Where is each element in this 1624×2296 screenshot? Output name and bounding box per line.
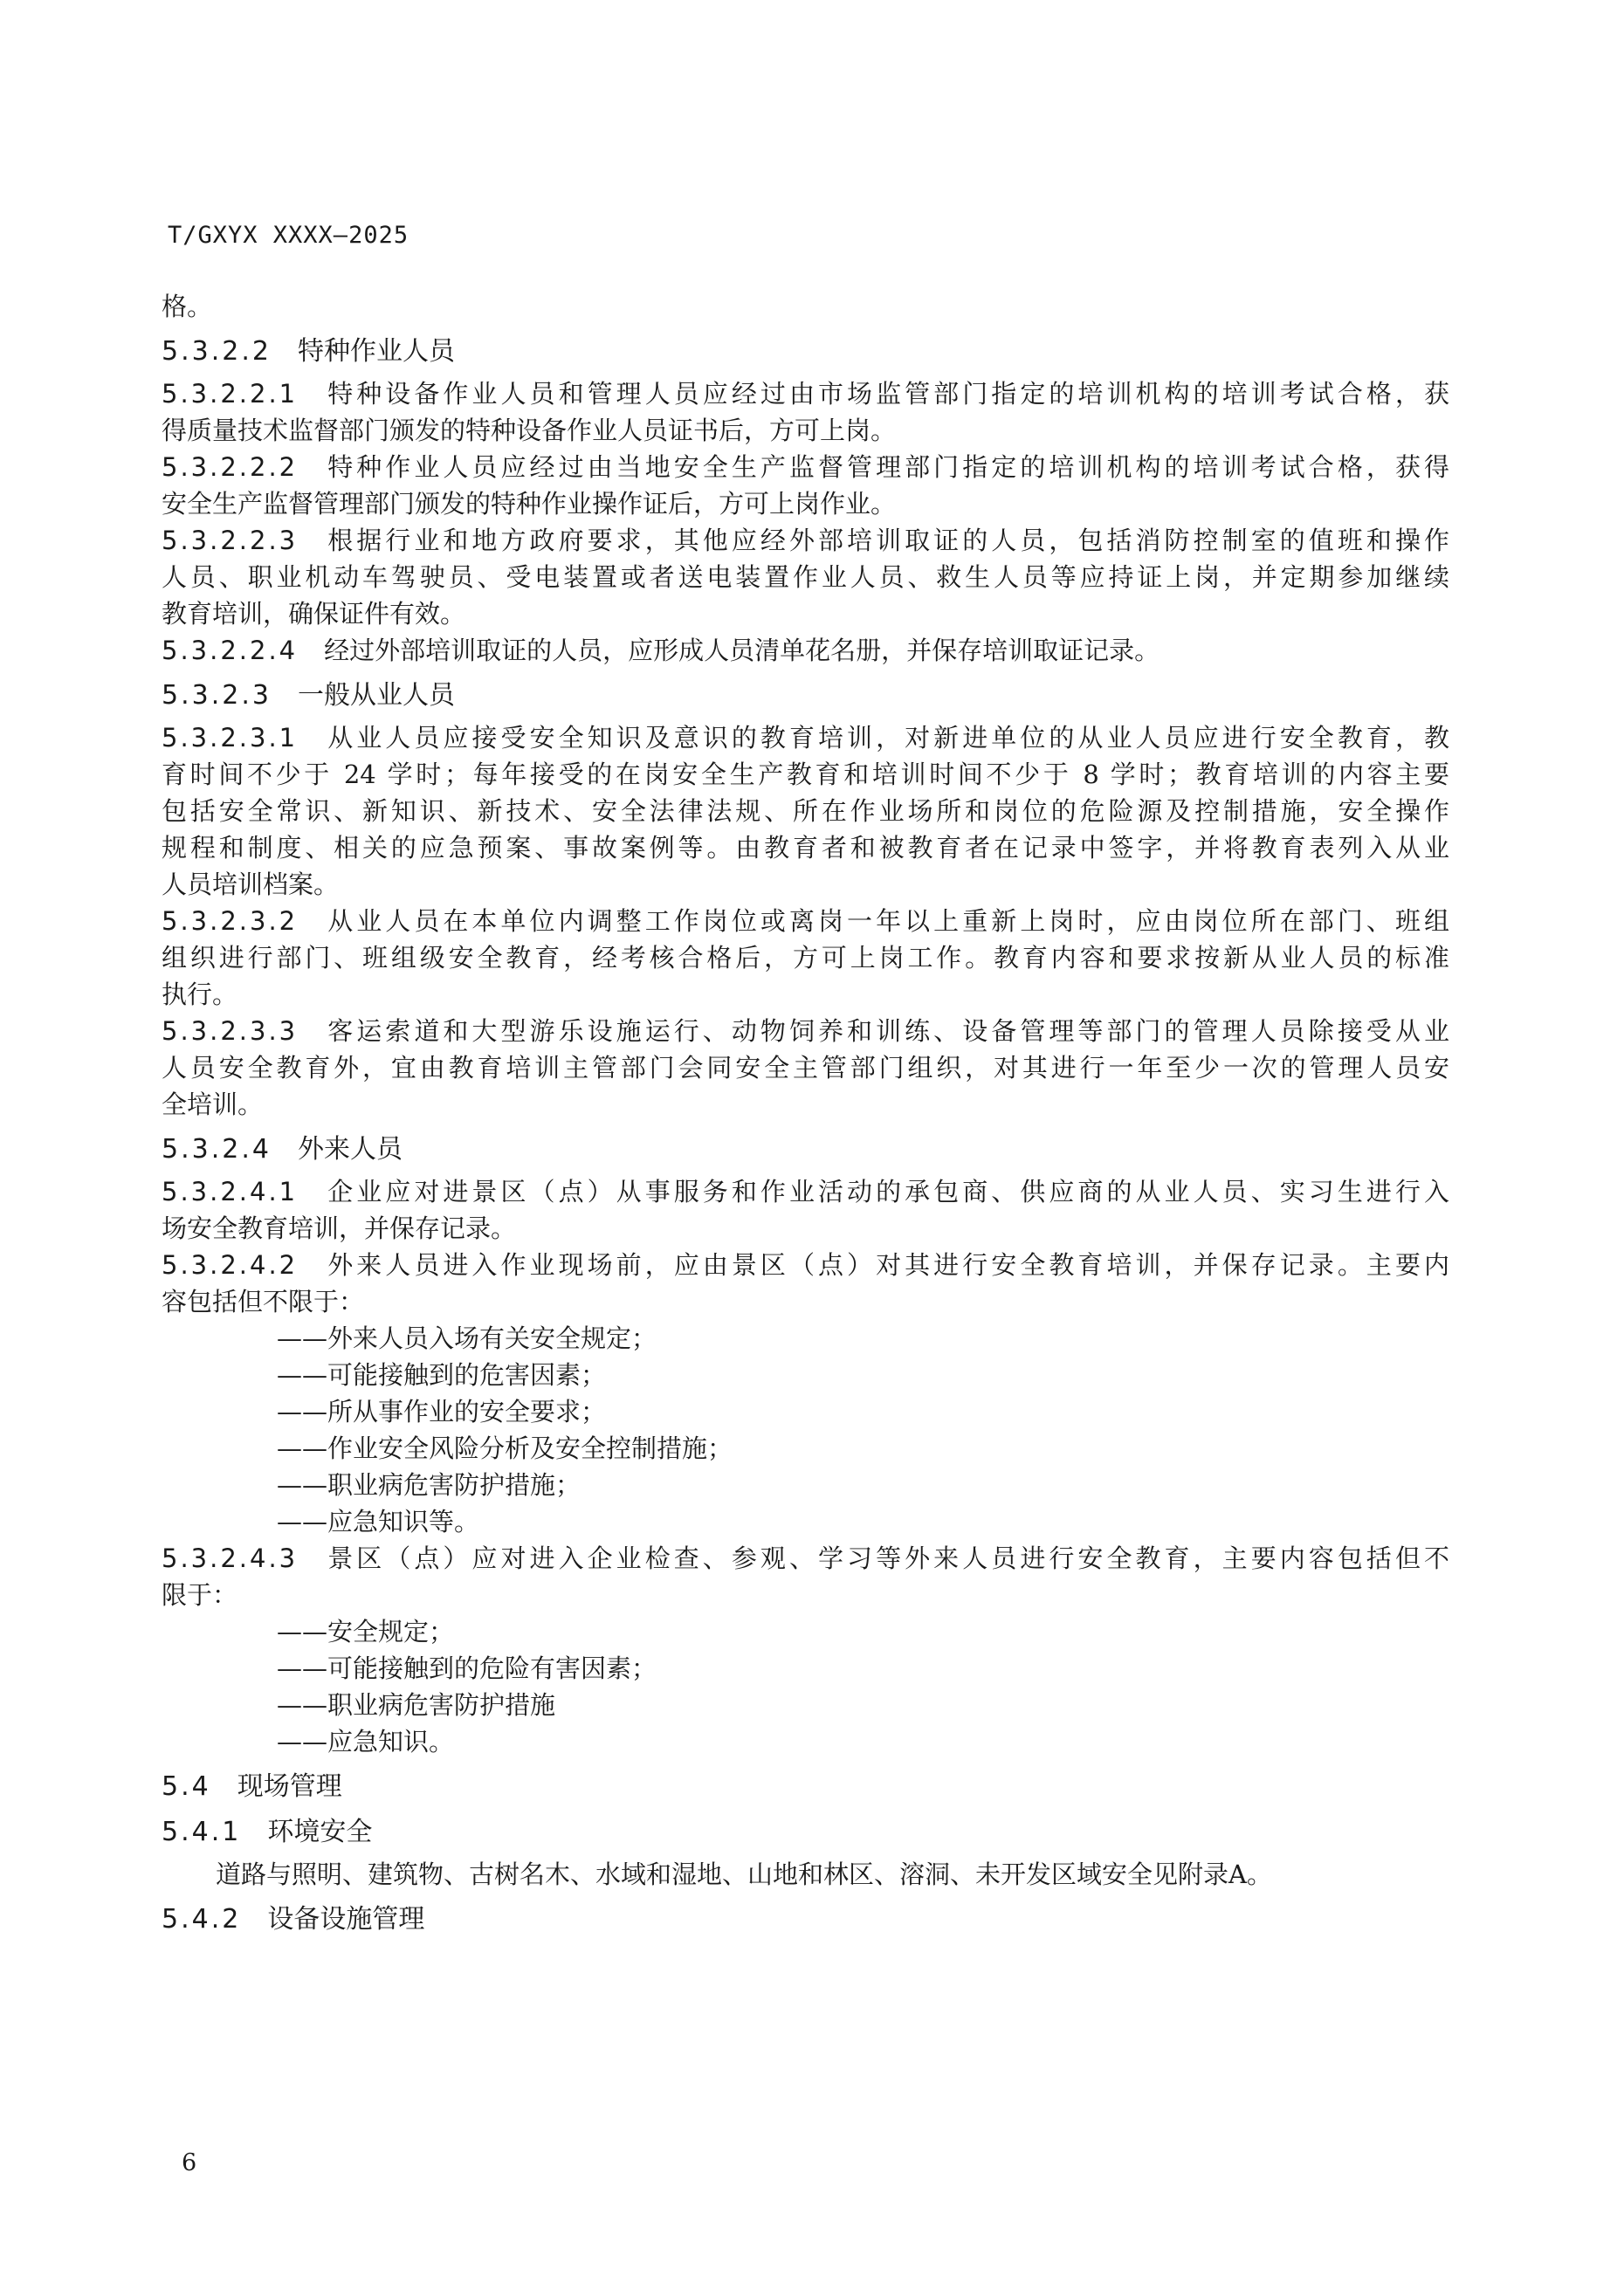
list-item: ——应急知识。 (277, 1727, 455, 1756)
list-item: ——所从事作业的安全要求； (277, 1397, 607, 1426)
clause-text-line: 限于： (162, 1580, 238, 1610)
clause-text-line: 根据行业和地方政府要求，其他应经外部培训取证的人员，包括消防控制室的值班和操作 (324, 526, 1449, 555)
section-heading-5-4-2 (162, 1901, 1449, 1938)
section-heading-5-3-2-2 (162, 333, 1449, 370)
clause-text-line: 景区（点）应对进入企业检查、参观、学习等外来人员进行安全教育，主要内容包括但不 (324, 1543, 1449, 1573)
clause-text-line: 安全生产监督管理部门颁发的特种作业操作证后，方可上岗作业。 (162, 489, 897, 519)
clause-5-3-2-3-3 (162, 1013, 1449, 1123)
clause-text-line: 企业应对进景区（点）从事服务和作业活动的承包商、供应商的从业人员、实习生进行入 (324, 1177, 1449, 1206)
clause-number: 5.3.2.2.4 (162, 636, 299, 665)
clause-text-line: 经过外部培训取证的人员，应形成人员清单花名册，并保存培训取证记录。 (324, 636, 1160, 665)
clause-text-line: 全培训。 (162, 1090, 264, 1119)
section-title: 特种作业人员 (297, 336, 455, 367)
clause-5-3-2-4-2 (162, 1247, 1449, 1540)
section-heading-5-3-2-4 (162, 1131, 1449, 1168)
section-title: 现场管理 (237, 1771, 342, 1802)
clause-5-3-2-2-1 (162, 375, 1449, 449)
clause-number: 5.3.2.4.2 (162, 1250, 299, 1280)
clause-text-line: 场安全教育培训，并保存记录。 (162, 1213, 517, 1243)
clause-text-line: 执行。 (162, 980, 238, 1009)
clause-number: 5.3.2.4.1 (162, 1177, 299, 1206)
clause-text-line: 育时间不少于 24 学时；每年接受的在岗安全生产教育和培训时间不少于 8 学时；教育培训的内容主要 (162, 760, 1449, 789)
clause-text-line: 人员、职业机动车驾驶员、受电装置或者送电装置作业人员、救生人员等应持证上岗，并定期参加继续 (162, 562, 1449, 592)
clause-number: 5.3.2.3.2 (162, 906, 299, 936)
clause-text-line: 客运索道和大型游乐设施运行、动物饲养和训练、设备管理等部门的管理人员除接受从业 (324, 1016, 1449, 1046)
section-title: 设备设施管理 (267, 1904, 425, 1935)
section-number: 5.4.2 (162, 1904, 242, 1935)
section-title: 环境安全 (267, 1817, 373, 1847)
clause-number: 5.3.2.2.1 (162, 379, 299, 409)
section-number: 5.3.2.2 (162, 336, 272, 367)
clause-5-3-2-4-1 (162, 1173, 1449, 1247)
clause-text-line: 人员培训档案。 (162, 870, 340, 899)
clause-text-line: 组织进行部门、班组级安全教育，经考核合格后，方可上岗工作。教育内容和要求按新从业人员的标准 (162, 943, 1449, 973)
clause-text-line: 得质量技术监督部门颁发的特种设备作业人员证书后，方可上岗。 (162, 416, 897, 445)
clause-text-line: 包括安全常识、新知识、新技术、安全法律法规、所在作业场所和岗位的危险源及控制措施，安全操作 (162, 796, 1449, 826)
section-heading-5-4 (162, 1769, 1449, 1805)
clause-number: 5.3.2.4.3 (162, 1543, 299, 1573)
document-id: T/GXYX XXXX—2025 (168, 222, 409, 249)
clause-text-line: 人员安全教育外，宜由教育培训主管部门会同安全主管部门组织，对其进行一年至少一次的管理人员安 (162, 1053, 1449, 1083)
clause-number: 5.3.2.3.1 (162, 723, 299, 753)
clause-number: 5.3.2.3.3 (162, 1016, 299, 1046)
clause-text-line: 从业人员在本单位内调整工作岗位或离岗一年以上重新上岗时，应由岗位所在部门、班组 (324, 906, 1449, 936)
clause-text-line: 外来人员进入作业现场前，应由景区（点）对其进行安全教育培训，并保存记录。主要内 (324, 1250, 1449, 1280)
clause-number: 5.3.2.2.3 (162, 526, 299, 555)
document-body (162, 288, 1449, 1943)
clause-5-3-2-2-3 (162, 522, 1449, 632)
section-heading-5-3-2-3 (162, 677, 1449, 714)
list-item: ——可能接触到的危害因素； (277, 1360, 607, 1390)
clause-text-line: 特种作业人员应经过由当地安全生产监督管理部门指定的培训机构的培训考试合格，获得 (324, 452, 1449, 482)
clause-5-3-2-2-4 (162, 632, 1449, 669)
section-title: 一般从业人员 (297, 680, 455, 711)
list-item: ——职业病危害防护措施； (277, 1470, 581, 1500)
section-number: 5.4.1 (162, 1817, 242, 1847)
section-number: 5.3.2.3 (162, 680, 272, 711)
clause-text-line: 特种设备作业人员和管理人员应经过由市场监管部门指定的培训机构的培训考试合格，获 (324, 379, 1449, 409)
page-number: 6 (182, 2149, 197, 2176)
clause-text-line: 容包括但不限于： (162, 1287, 365, 1316)
clause-5-3-2-3-1 (162, 719, 1449, 903)
clause-5-3-2-3-2 (162, 903, 1449, 1013)
clause-5-3-2-2-2 (162, 449, 1449, 522)
paragraph-5-4-1: 道路与照明、建筑物、古树名木、水域和湿地、山地和林区、溶洞、未开发区域安全见附录A。 (216, 1859, 1272, 1889)
clause-text-line: 教育培训，确保证件有效。 (162, 599, 466, 629)
section-number: 5.3.2.4 (162, 1134, 272, 1165)
clause-text-line: 从业人员应接受安全知识及意识的教育培训，对新进单位的从业人员应进行安全教育，教 (324, 723, 1449, 753)
list-item: ——应急知识等。 (277, 1507, 480, 1536)
continued-text: 格。 (162, 292, 213, 321)
section-title: 外来人员 (297, 1134, 403, 1165)
section-number: 5.4 (162, 1771, 211, 1802)
clause-5-3-2-4-3 (162, 1540, 1449, 1760)
list-item: ——作业安全风险分析及安全控制措施； (277, 1433, 733, 1463)
list-item: ——外来人员入场有关安全规定； (277, 1323, 657, 1353)
list-item: ——安全规定； (277, 1617, 455, 1646)
list-item: ——职业病危害防护措施 (277, 1690, 556, 1720)
clause-text-line: 规程和制度、相关的应急预案、事故案例等。由教育者和被教育者在记录中签字，并将教育表列入从业 (162, 833, 1449, 863)
list-item: ——可能接触到的危险有害因素； (277, 1653, 657, 1683)
section-heading-5-4-1 (162, 1814, 1449, 1851)
clause-number: 5.3.2.2.2 (162, 452, 299, 482)
